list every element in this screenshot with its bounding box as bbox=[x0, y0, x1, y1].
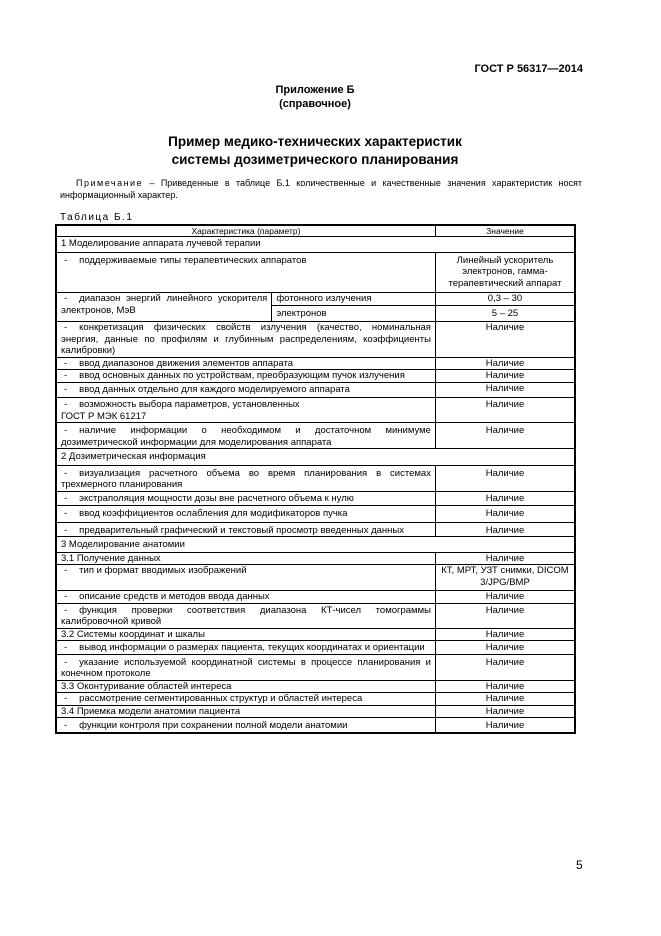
subsection-title: 3.3 Оконтуривание областей интереса bbox=[56, 680, 435, 693]
row-value: Наличие bbox=[435, 382, 575, 398]
dash: - bbox=[64, 293, 68, 304]
table-row bbox=[56, 591, 575, 604]
row-value: Наличие bbox=[435, 641, 575, 655]
row-characteristic bbox=[56, 357, 435, 370]
table-row bbox=[56, 293, 575, 306]
appendix-type: (справочное) bbox=[279, 98, 351, 110]
table-row bbox=[56, 465, 575, 491]
row-value: Наличие bbox=[435, 465, 575, 491]
row-value: Наличие bbox=[435, 705, 575, 718]
row-value: Наличие bbox=[435, 398, 575, 423]
subsection-row bbox=[56, 680, 575, 693]
table-row bbox=[56, 565, 575, 591]
row-text: вывод информации о размерах пациента, текущих координатах и ориентации bbox=[79, 642, 425, 653]
subsection-title: 3.4 Приемка модели анатомии пациента bbox=[56, 705, 435, 718]
table-row bbox=[56, 398, 575, 423]
section-title: 1 Моделирование аппарата лучевой терапии bbox=[56, 237, 575, 253]
row-text: функция проверки соответствия диапазона КТ-чисел томограммы калибровочной кривой bbox=[61, 604, 431, 627]
section-row bbox=[56, 537, 575, 553]
row-characteristic bbox=[56, 293, 272, 322]
table-row bbox=[56, 603, 575, 628]
row-characteristic bbox=[56, 641, 435, 655]
dash: - bbox=[64, 565, 68, 576]
subsection-title: 3.2 Системы координат и шкалы bbox=[56, 628, 435, 641]
table-row bbox=[56, 522, 575, 537]
dash: - bbox=[64, 399, 68, 410]
dash: - bbox=[64, 508, 68, 519]
table-header-row bbox=[56, 225, 575, 237]
row-text: предварительный графический и текстовый просмотр введенных данных bbox=[79, 524, 404, 536]
appendix-title: Приложение Б bbox=[275, 84, 355, 96]
row-value: Наличие bbox=[435, 552, 575, 565]
table-row bbox=[56, 370, 575, 383]
row-characteristic bbox=[56, 654, 435, 680]
row-characteristic bbox=[56, 398, 435, 423]
row-value: Наличие bbox=[435, 506, 575, 523]
subsection-row bbox=[56, 552, 575, 565]
row-characteristic bbox=[56, 603, 435, 628]
row-text: указание используемой координатной системы в процессе планирования и конечном протоколе bbox=[61, 656, 431, 679]
row-characteristic bbox=[56, 465, 435, 491]
table-row bbox=[56, 693, 575, 706]
row-value: Наличие bbox=[435, 680, 575, 693]
table-row bbox=[56, 357, 575, 370]
document-number: ГОСТ Р 56317—2014 bbox=[474, 63, 583, 75]
row-characteristic bbox=[56, 370, 435, 383]
row-value: Наличие bbox=[435, 628, 575, 641]
row-characteristic bbox=[56, 522, 435, 537]
dash: - bbox=[64, 322, 68, 333]
row-subparameter: фотонного излучения bbox=[272, 293, 436, 306]
row-text: тип и формат вводимых изображений bbox=[79, 565, 247, 576]
dash: - bbox=[64, 254, 68, 266]
row-text: рассмотрение сегментированных структур и областей интереса bbox=[79, 693, 363, 704]
table-row bbox=[56, 491, 575, 506]
column-header-characteristic: Характеристика (параметр) bbox=[56, 225, 435, 237]
section-title: 2 Дозиметрическая информация bbox=[56, 449, 575, 466]
row-characteristic bbox=[56, 506, 435, 523]
dash: - bbox=[64, 383, 68, 395]
row-text: ввод данных отдельно для каждого моделируемого аппарата bbox=[79, 383, 350, 395]
row-value: Наличие bbox=[435, 423, 575, 449]
title-line-2: системы дозиметрического планирования bbox=[171, 152, 459, 167]
dash: - bbox=[64, 642, 68, 653]
row-text: ввод диапазонов движения элементов аппарата bbox=[79, 357, 293, 369]
table-label: Таблица Б.1 bbox=[60, 212, 134, 223]
table-row bbox=[56, 423, 575, 449]
dash: - bbox=[64, 693, 68, 704]
row-value: Наличие bbox=[435, 491, 575, 506]
dash: - bbox=[64, 604, 68, 616]
row-value: КТ, МРТ, УЗТ снимки, DICOM 3/JPG/BMP bbox=[435, 565, 575, 591]
row-value: 5 – 25 bbox=[435, 305, 575, 322]
row-characteristic bbox=[56, 591, 435, 604]
dash: - bbox=[64, 370, 68, 381]
dash: - bbox=[64, 720, 68, 731]
subsection-row bbox=[56, 628, 575, 641]
row-text: функции контроля при сохранении полной модели анатомии bbox=[79, 720, 348, 731]
row-characteristic bbox=[56, 423, 435, 449]
row-text: ввод коэффициентов ослабления для модификаторов пучка bbox=[79, 508, 348, 519]
row-characteristic bbox=[56, 718, 435, 733]
row-value: Наличие bbox=[435, 522, 575, 537]
note-text: – Приведенные в таблице Б.1 количественные и качественные значения характеристик носят информационный характер. bbox=[60, 178, 582, 200]
row-text: описание средств и методов ввода данных bbox=[79, 591, 270, 602]
note-label: Примечание bbox=[76, 178, 144, 188]
section-row bbox=[56, 237, 575, 253]
appendix-heading bbox=[0, 83, 630, 111]
subsection-row bbox=[56, 705, 575, 718]
row-text: наличие информации о необходимом и достаточном минимуме дозиметрической информации для моделирования аппарата bbox=[61, 425, 431, 448]
row-characteristic bbox=[56, 382, 435, 398]
table-row bbox=[56, 506, 575, 523]
row-text: поддерживаемые типы терапевтических аппаратов bbox=[79, 254, 307, 266]
row-subparameter: электронов bbox=[272, 305, 436, 322]
dash: - bbox=[64, 357, 68, 369]
dash: - bbox=[64, 524, 68, 536]
section-row bbox=[56, 449, 575, 466]
dash: - bbox=[64, 467, 68, 479]
characteristics-table bbox=[55, 224, 576, 734]
table-row bbox=[56, 718, 575, 733]
row-characteristic bbox=[56, 252, 435, 293]
row-value: Наличие bbox=[435, 718, 575, 733]
dash: - bbox=[64, 492, 68, 504]
row-text-standard: ГОСТ Р МЭК 61217 bbox=[61, 410, 147, 422]
row-value: Наличие bbox=[435, 603, 575, 628]
row-text: визуализация расчетного объема во время планирования в системах трехмерного планирования bbox=[61, 467, 431, 490]
row-characteristic bbox=[56, 322, 435, 358]
table-row bbox=[56, 641, 575, 655]
row-value: Наличие bbox=[435, 693, 575, 706]
row-characteristic bbox=[56, 491, 435, 506]
dash: - bbox=[64, 591, 68, 602]
row-text: диапазон энергий линейного ускорителя электронов, МэВ bbox=[61, 293, 268, 316]
row-text: возможность выбора параметров, установленных bbox=[79, 399, 300, 410]
dash: - bbox=[64, 425, 68, 436]
row-value: Наличие bbox=[435, 654, 575, 680]
row-characteristic bbox=[56, 565, 435, 591]
title-line-1: Пример медико-технических характеристик bbox=[168, 134, 462, 149]
table-row bbox=[56, 654, 575, 680]
row-value: Наличие bbox=[435, 322, 575, 358]
page-title bbox=[0, 133, 630, 169]
row-value: 0,3 – 30 bbox=[435, 293, 575, 306]
row-text: ввод основных данных по устройствам, преобразующим пучок излучения bbox=[79, 370, 405, 381]
row-text: экстраполяция мощности дозы вне расчетного объема к нулю bbox=[79, 492, 354, 504]
row-characteristic bbox=[56, 693, 435, 706]
subsection-title: 3.1 Получение данных bbox=[56, 552, 435, 565]
row-text: конкретизация физических свойств излучения (качество, номинальная энергия, данные по профилям и глубинным распределениям, коэффициенты калибровки) bbox=[61, 322, 431, 356]
note bbox=[60, 178, 582, 201]
table-row bbox=[56, 322, 575, 358]
table-row bbox=[56, 252, 575, 293]
row-value: Наличие bbox=[435, 591, 575, 604]
row-value: Наличие bbox=[435, 357, 575, 370]
row-value: Линейный ускоритель электронов, гамма-терапевтический аппарат bbox=[435, 252, 575, 293]
section-title: 3 Моделирование анатомии bbox=[56, 537, 575, 553]
table-row bbox=[56, 382, 575, 398]
page-number: 5 bbox=[576, 858, 583, 872]
column-header-value: Значение bbox=[435, 225, 575, 237]
row-value: Наличие bbox=[435, 370, 575, 383]
dash: - bbox=[64, 656, 68, 668]
